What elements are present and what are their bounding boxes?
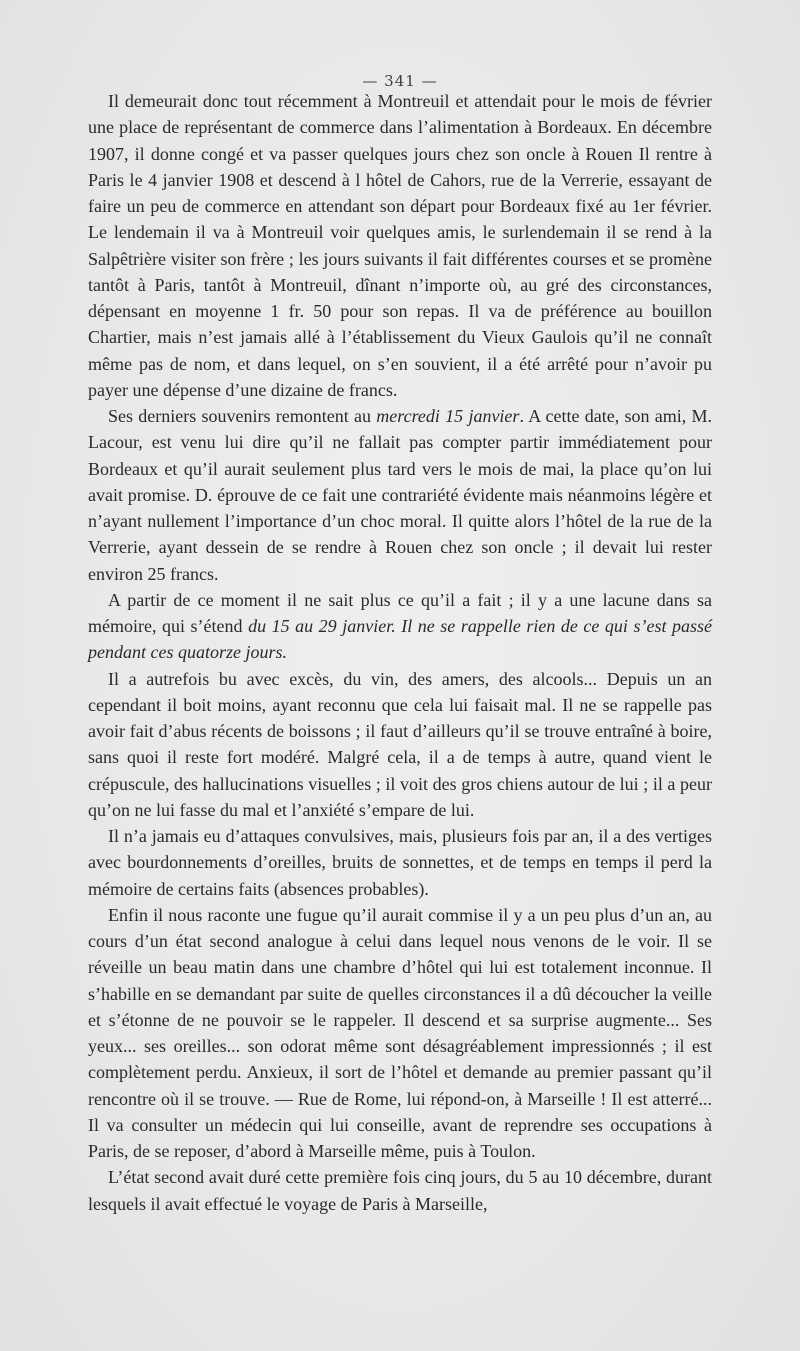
paragraph <box>88 902 712 1165</box>
paragraph <box>88 1164 712 1217</box>
italic-text: mercredi 15 janvier <box>376 406 520 426</box>
text-run: A partir de ce moment il ne sait plus ce qu’il a fait ; il y a une lacune dans sa mémoire, qui s’étend <box>88 589 712 636</box>
text-run: Enfin il nous raconte une fugue qu’il aurait commise il y a un peu plus d’un an, au cours d’un état second analogue à celui dans lequel nous venons de le voir. Il se réveille un beau matin dans une chambre d’hôtel qui lui est totalement inconnue. Il s’habille en se demandant par suite de quelles circonstances il a dû découcher la veille et s’étonne de ne pouvoir se le rappeler. Il descend et sa surprise augmente... Ses yeux... ses oreilles... son odorat même sont désagréablement impressionnés ; il est complètement perdu. Anxieux, il sort de l’hôtel et demande au premier passant qu’il rencontre où il se trouve. — Rue de Rome, lui répond-on, à Marseille ! Il est atterré... Il va consulter un médecin qui lui conseille, avant de reprendre ses occupations à Paris, de se reposer, d’abord à Marseille même, puis à Toulon. <box>88 904 712 1161</box>
body-text <box>88 88 712 1217</box>
paragraph <box>88 823 712 902</box>
paragraph <box>88 666 712 824</box>
paragraph <box>88 587 712 666</box>
paragraph <box>88 403 712 587</box>
page-number: — 341 — <box>362 72 438 90</box>
text-run: Il n’a jamais eu d’attaques convulsives, mais, plusieurs fois par an, il a des vertiges avec bourdonnements d’oreilles, bruits de sonnettes, et de temps en temps il perd la mémoire de certains faits (absences probables). <box>88 826 712 899</box>
text-run: . A cette date, son ami, M. Lacour, est venu lui dire qu’il ne fallait pas compter partir immédiatement pour Bordeaux et qu’il aurait seulement plus tard vers le mois de mai, la place qu’on lui avait promise. D. éprouve de ce fait une contrariété évidente mais néanmoins légère et n’ayant nullement l’importance d’un choc moral. Il quitte alors l’hôtel de la rue de la Verrerie, ayant dessein de se rendre à Rouen chez son oncle ; il devait lui rester environ 25 francs. <box>88 406 712 584</box>
text-run: Ses derniers souvenirs remontent au <box>108 406 377 426</box>
text-run: Il demeurait donc tout récemment à Montreuil et attendait pour le mois de février une place de représentant de commerce dans l’alimentation à Bordeaux. En décembre 1907, il donne congé et va passer quelques jours chez son oncle à Rouen Il rentre à Paris le 4 janvier 1908 et descend à l hôtel de Cahors, rue de la Verrerie, essayant de faire un peu de commerce en attendant son départ pour Bordeaux fixé au 1er février. Le lendemain il va à Montreuil voir quelques amis, le surlendemain il se rend à la Salpêtrière visiter son frère ; les jours suivants il fait différentes courses et se promène tantôt à Paris, tantôt à Montreuil, dînant n’importe où, au gré des circonstances, dépensant en moyenne 1 fr. 50 pour son repas. Il va de préférence au bouillon Chartier, mais n’est jamais allé à l’établissement du Vieux Gaulois qu’il ne connaît même pas de nom, et dans lequel, on s’en souvient, il a été arrêté pour n’avoir pu payer une dépense d’une dizaine de francs. <box>88 91 712 400</box>
italic-text: du 15 au 29 janvier. Il ne se rappelle rien de ce qui s’est passé pendant ces quatorze jours. <box>88 616 712 663</box>
text-run: L’état second avait duré cette première fois cinq jours, du 5 au 10 décembre, durant lesquels il avait effectué le voyage de Paris à Marseille, <box>88 1167 712 1214</box>
paragraph <box>88 88 712 403</box>
text-run: Il a autrefois bu avec excès, du vin, des amers, des alcools... Depuis un an cependant il boit moins, ayant reconnu que cela lui faisait mal. Il ne se rappelle pas avoir fait d’abus récents de boissons ; il faut d’ailleurs qu’il se trouve entraîné à boire, sans quoi il reste fort modéré. Malgré cela, il a de temps à autre, quand vient le crépuscule, des hallucinations visuelles ; il voit des gros chiens autour de lui ; il a peur qu’on ne lui fasse du mal et l’anxiété s’empare de lui. <box>88 668 712 820</box>
